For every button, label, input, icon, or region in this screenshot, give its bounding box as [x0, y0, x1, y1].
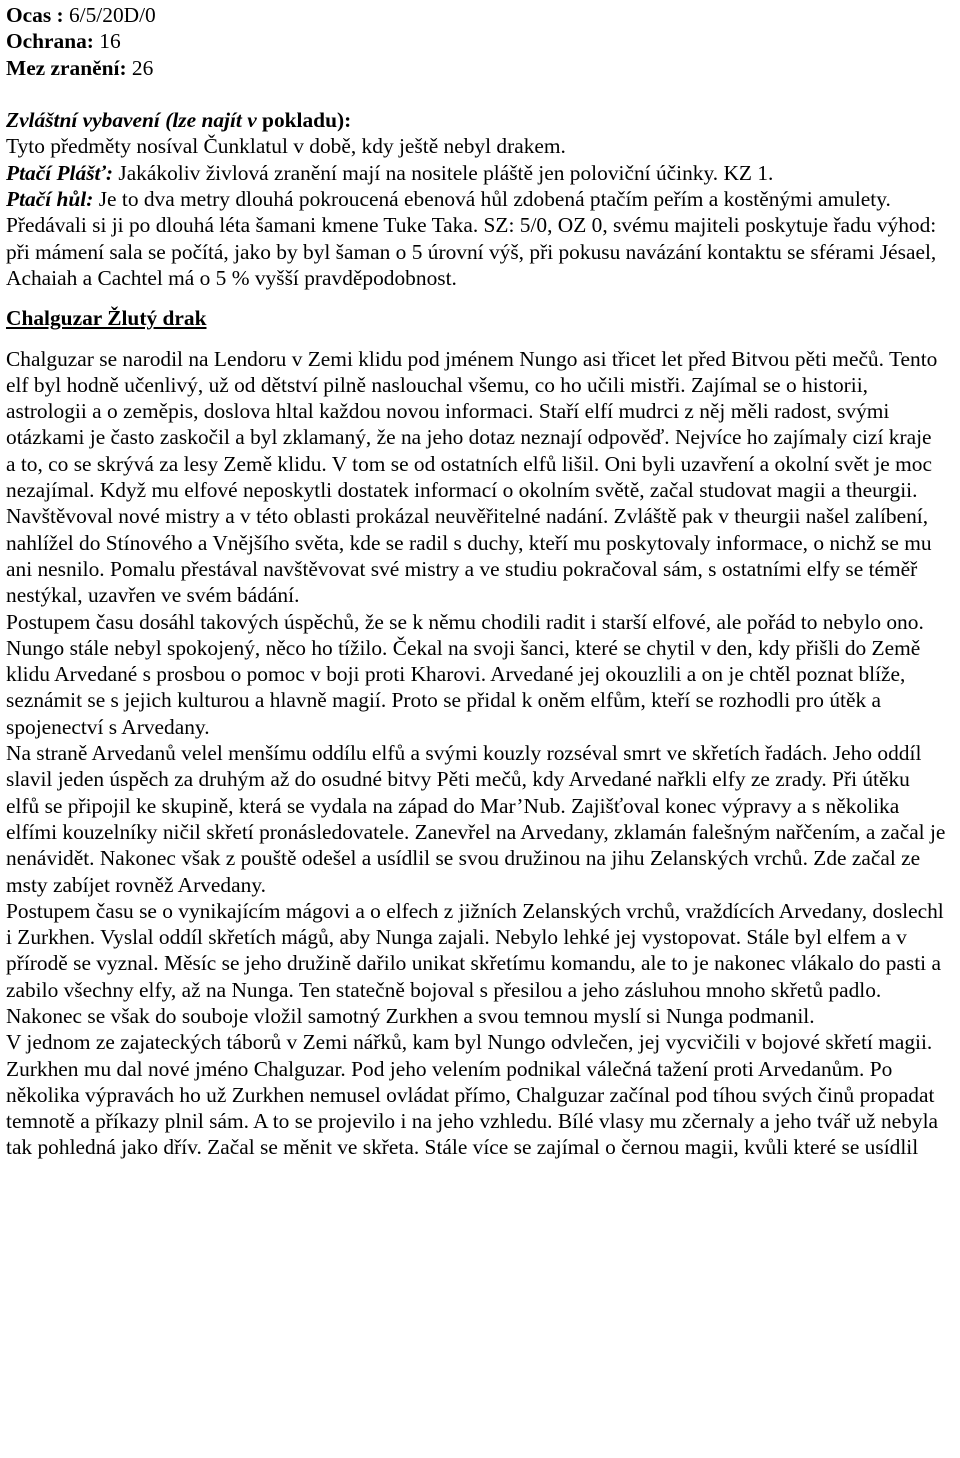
section-heading-wrap: [6, 305, 946, 331]
stat-label: Mez zranění:: [6, 55, 127, 80]
body-paragraph: V jednom ze zajateckých táborů v Zemi nářků, kam byl Nungo odvlečen, jej vycvičili v bojové skřetí magii. Zurkhen mu dal nové jméno Chalguzar. Pod jeho velením podnikal válečná tažení proti Arvedanům. Po několika výpravách ho už Zurkhen nemusel ovládat přímo, Chalguzar začínal pod tíhou svých činů propadat temnotě a příkazy plnil sám. A to se projevilo i na jeho vzhledu. Bílé vlasy mu zčernaly a jeho tvář už nebyla tak pohledná jako dřív. Začal se měnit ve skřeta. Stále více se zajímal o černou magii, kvůli které se usídlil: [6, 1030, 939, 1160]
equipment-intro: Tyto předměty nosíval Čunklatul v době, kdy ještě nebyl drakem.: [6, 134, 566, 159]
equipment-item-bird-staff: [6, 186, 946, 291]
item-text: Je to dva metry dlouhá pokroucená ebenová hůl zdobená ptačím peřím a kostěnými amulety. Předávali si ji po dlouhá léta šamani kmene Tuke Taka. SZ: 5/0, OZ 0, svému majiteli poskytuje řadu výhod: při mámení sala se počítá, jako by byl šaman o 5 úrovní výš, při pokusu navázání kontaktu se sférami Jésael, Achaiah a Cachtel má o 5 % vyšší pravděpodobnost.: [6, 187, 937, 290]
stat-value: 26: [126, 55, 154, 80]
body-paragraph: Postupem času dosáhl takových úspěchů, že se k němu chodili radit i starší elfové, ale pořád to nebylo ono. Nungo stále nebyl spokojený, něco ho tížilo. Čekal na svoji šanci, které se chytil v den, kdy přišli do Země klidu Arvedané s prosbou o pomoc v boji proti Kharovi. Arvedané jej okouzlili a on je chtěl poznat blíže, seznámit se s jejich kulturou a hlavně magií. Proto se přidal k oněm elfům, kteří se rozhodli pro útěk a spojenectví s Arvedany.: [6, 609, 924, 739]
stat-ocas: [6, 2, 946, 28]
stat-label: Ochrana:: [6, 29, 94, 54]
body-paragraph: Na straně Arvedanů velel menšímu oddílu elfů a svými kouzly rozséval smrt ve skřetích řadách. Jeho oddíl slavil jeden úspěch za druhým až do osudné bitvy Pěti mečů, kdy Arvedané nařkli elfy ze zrady. Při útěku elfů se připojil ke skupině, která se vydala na západ do Mar’Nub. Zajišťoval konec výpravy a s několika elfími kouzelníky ničil skřetí pronásledovatele. Zanevřel na Arvedany, zklamán falešným nařčením, a začal je nenávidět. Nakonec však z pouště odešel a usídlil se svou družinou na jihu Zelanských vrchů. Zde začal ze msty zabíjet rovněž Arvedany.: [6, 741, 946, 897]
item-text: Jakákoliv živlová zranění mají na nositele pláště jen poloviční účinky. KZ 1.: [113, 160, 774, 185]
item-name: Ptačí Plášť:: [6, 160, 114, 185]
stat-label: Ocas :: [6, 3, 64, 27]
stat-ochrana: [6, 28, 946, 54]
equipment-heading-text: Zvláštní vybavení (lze najít v: [6, 108, 257, 133]
spacer: [6, 81, 946, 107]
section-title: Chalguzar Žlutý drak: [6, 306, 207, 331]
equipment-heading-end: pokladu):: [256, 108, 352, 133]
stat-mez-zraneni: [6, 55, 946, 81]
stat-value: 16: [93, 29, 121, 54]
equipment-item-bird-cloak: [6, 160, 946, 186]
stat-value: 6/5/20D/0: [63, 3, 156, 27]
body-paragraph: Chalguzar se narodil na Lendoru v Zemi klidu pod jménem Nungo asi třicet let před Bitvou pěti mečů. Tento elf byl hodně učenlivý, už od dětství pilně naslouchal všemu, co ho učili mistři. Zajímal se o historii, astrologii a o zeměpis, doslova hltal každou novou informaci. Staří elfí mudrci z něj měli radost, svými otázkami je často zaskočil a byl zklamaný, že na jeho dotaz neznají odpověď. Nejvíce ho zajímaly cizí kraje a to, co se skrývá za lesy Země klidu. V tom se od ostatních elfů lišil. Oni byli uzavření a okolní svět je moc nezajímal. Když mu elfové neposkytli dostatek informací o okolním světě, začal studovat magii a theurgii. Navštěvoval nové mistry a v této oblasti prokázal neuvěřitelné nadání. Zvláště pak v theurgii našel zalíbení, nahlížel do Stínového a Vnějšího světa, kde se radil s duchy, kteří mu poskytovaly informace, o nichž se mu ani nesnilo. Pomalu přestával navštěvovat své mistry a ve studiu pokračoval sám, s ostatními elfy se téměř nestýkal, uzavřen ve svém bádání.: [6, 346, 938, 608]
equipment-heading: [6, 107, 946, 133]
item-name: Ptačí hůl:: [6, 187, 94, 212]
body-paragraph: Postupem času se o vynikajícím mágovi a o elfech z jižních Zelanských vrchů, vraždících Arvedany, doslechl i Zurkhen. Vyslal oddíl skřetích mágů, aby Nunga zajali. Nebylo lehké jej vystopovat. Stále byl elfem a v přírodě se vyznal. Měsíc se jeho družině dařilo unikat skřetímu komandu, ale to je nakonec vlákalo do pasti a zabilo všechny elfy, až na Nunga. Ten statečně bojoval s přesilou a jeho zásluhou mnoho skřetů padlo. Nakonec se však do souboje vložil samotný Zurkhen a svou temnou myslí si Nunga podmanil.: [6, 898, 944, 1028]
